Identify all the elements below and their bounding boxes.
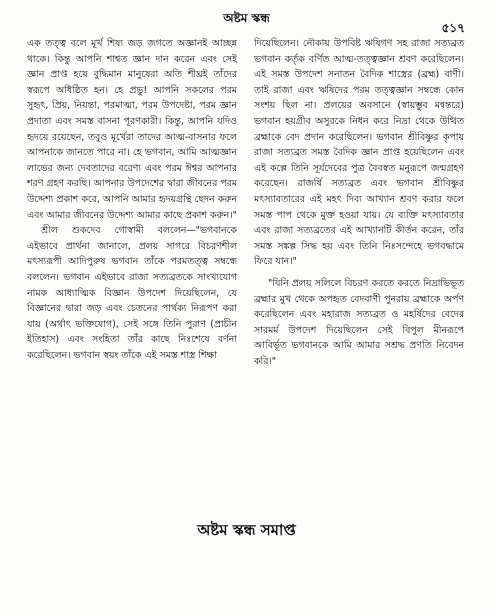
- right-paragraph-narration: দিয়েছিলেন। নৌকায় উপবিষ্ট ঋষিগণ সহ রাজা সত্যব্রত ভগবান কর্তৃক বর্ণিত আত্ম-তত্ত্বজ্ঞান শ্রবণ করেছিলেন। এই সমস্ত উপদেশ সনাতন বৈদিক শাস্ত্রের (ব্রহ্ম) বাণী। তাই রাজা এবং ঋষিদের পরম তত্ত্বজ্ঞান সম্বন্ধে কোন সংশয় ছিল না। প্রলয়ের অবসানে (স্বায়ম্ভুব মন্বন্তরে) ভগবান হয়গ্রীব অসুরকে নিধন করে নিদ্রা থেকে উত্থিত ব্রহ্মাকে বেদ প্রদান করেছিলেন। ভগবান শ্রীবিষ্ণুর কৃপায় রাজা সত্যব্রত সমস্ত বৈদিক জ্ঞান প্রাপ্ত হয়েছিলেন এবং এই কল্পে তিনি সূর্যদেবের পুত্র বৈবস্বত মনুরূপে জন্মগ্রহণ করেছেন। রাজর্ষি সত্যব্রত এবং ভগবান শ্রীবিষ্ণুর মৎস্যাবতারের এই মহৎ দিব্য আখ্যান শ্রবণ করার ফলে সমস্ত পাপ থেকে মুক্ত হওয়া যায়। যে ব্যক্তি মৎস্যাবতার এবং রাজা সত্যব্রতের এই আখ্যানটি কীর্তন করেন, তাঁর সমস্ত সঙ্কল্প সিদ্ধ হয় এবং তিনি নিঃসন্দেহে ভগবদ্ধামে ফিরে যান।": [254, 38, 464, 268]
- left-paragraph-narration: শ্রীল শুকদেব গোস্বামী বললেন—"ভগবানকে এইভাবে প্রার্থনা জানালে, প্রলয় সাগরে বিচরণশীল মৎস্যরূপী আদিপুরুষ ভগবান তাঁকে পরমতত্ত্ব সম্বন্ধে বললেন। ভগবান এইভাবে রাজা সত্যব্রতকে সাংখ্যযোগ নামক আধ্যাত্মিক বিজ্ঞান উপদেশ দিয়েছিলেন, যে বিজ্ঞানের দ্বারা জড় এবং চেতনের পার্থক্য নিরূপণ করা যায় (অর্থাৎ ভক্তিযোগ), সেই সঙ্গে তিনি পুরাণ (প্রাচীন ইতিহাস) এবং সংহিতা তাঁর কাছে নিঃশেষে বর্ণনা করেছিলেন। ভগবান স্বয়ং তাঁকে এই সমস্ত শাস্ত্র শিক্ষা: [27, 225, 237, 361]
- right-paragraph-obeisance: "যিনি প্রলয় সলিলে বিচরণ করতে করতে নিদ্রাভিভূত ব্রহ্মার মুখ থেকে অপহৃত বেদবাণী পুনরায় ব্রহ্মাকে অর্পণ করেছিলেন এবং মহারাজ সত্যব্রত ও মহর্ষিদের বেদের সারমর্ম উপদেশ দিয়েছিলেন সেই বিপুল মীনরূপে আবির্ভূত ভগবানকে আমি আমার সশ্রদ্ধ প্রণতি নিবেদন করি।": [254, 277, 464, 367]
- left-text-column: [27, 36, 237, 363]
- left-paragraph-prayer: এক তত্ত্ব বলে মূর্খ শিষ্য জড় জগতে অজ্ঞানই আচ্ছন্ন থাকে। কিন্তু আপনি শাশ্বত জ্ঞান দান করেন এবং সেই জ্ঞান প্রাপ্ত হয়ে বুদ্ধিমান মানুষেরা অতি শীঘ্রই তাঁদের স্বরূপে অধিষ্ঠিত হন। হে প্রভু! আপনি সকলের পরম সুহৃৎ, প্রিয়, নিয়ন্তা, পরমাত্মা, পরম উপদেষ্টা, পরম জ্ঞান প্রদাতা এবং সমস্ত বাসনা পূরণকারী। কিন্তু, আপনি যদিও হৃদয়ে রয়েছেন, তবুও মূর্খেরা তাদের আত্ম-বাসনার ফলে আপনাকে জানতে পারে না। হে ভগবান, আমি আত্মজ্ঞান লাভের জন্য দেবতাদের বরেণ্য এবং পরম ঈশ্বর আপনার শরণ গ্রহণ করছি। আপনার উপদেশের দ্বারা জীবনের পরম উদ্দেশ্য প্রকাশ করে, আপনি আমার হৃদয়গ্রন্থি ছেদন করুন এবং আমার জীবনের উদ্দেশ্য আমার কাছে প্রকাশ করুন।": [27, 38, 237, 221]
- running-header-title: অষ্টম স্কন্ধ: [223, 11, 270, 25]
- canto-end-heading: অষ্টম স্কন্ধ সমাপ্ত: [197, 521, 296, 539]
- right-text-column: [254, 36, 464, 369]
- page-number: ৫১৭: [441, 21, 465, 35]
